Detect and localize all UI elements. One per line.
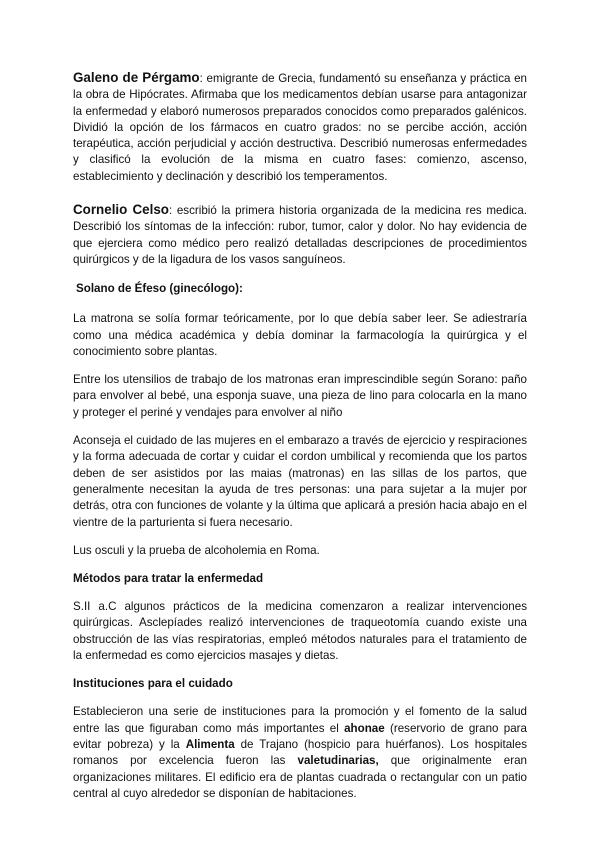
galeno-paragraph — [73, 70, 527, 185]
celso-name: Cornelio Celso — [73, 202, 169, 218]
metodos-paragraph: S.II a.C algunos prácticos de la medicina comenzaron a realizar intervenciones quirúrgicas. Asclepíades realizó intervenciones de traqueotomía cuando existe una obstrucción de las vías respiratorias, empleó métodos naturales para el tratamiento de la enfermedad es como ejercicios masajes y dietas. — [73, 600, 527, 663]
solano-paragraph-4: Lus osculi y la prueba de alcoholemia en Roma. — [73, 543, 320, 557]
instituciones-paragraph — [73, 704, 527, 802]
galeno-name: Galeno de Pérgamo — [73, 70, 200, 85]
instituciones-text-4: que originalmente eran organizaciones militares. El edificio era de plantas cuadrada o rectangular con un patio central al cuyo alrededor se disponían de habitaciones. — [73, 754, 527, 800]
document-page — [73, 70, 527, 802]
instituciones-heading: Instituciones para el cuidado — [73, 677, 233, 691]
solano-paragraph-2: Entre los utensilios de trabajo de los matronas eran imprescindible según Sorano: paño para envolver al bebé, una esponja suave, una pieza de lino para colocarla en la mano y proteger el periné y vendajes para envolver al niño — [73, 373, 527, 419]
alimenta-term: Alimenta — [185, 737, 235, 751]
solano-paragraph-1: La matrona se solía formar teóricamente, por lo que debía saber leer. Se adiestraría como una médica académica y debía dominar la farmacología la quirúrgica y el conocimiento sobre plantas. — [73, 312, 527, 358]
instituciones-text-3: de Trajano (hospicio para huérfanos). Los hospitales romanos por excelencia fueron las — [73, 737, 527, 768]
instituciones-text-1: Establecieron una serie de instituciones para la promoción y el fomento de la salud entre las que figuraban como más importantes el — [73, 705, 527, 735]
metodos-heading: Métodos para tratar la enfermedad — [73, 572, 264, 586]
instituciones-text-2: (reservorio de grano para evitar pobreza) y la — [73, 721, 527, 751]
solano-paragraph-3: Aconseja el cuidado de las mujeres en el embarazo a través de ejercicio y respiraciones y la forma adecuada de cortar y cuidar el cordon umbilical y recomienda que los partos deben de ser asistidos por las maias (matronas) en las sillas de los partos, que generalmente necesitan la ayuda de tres personas: una para sujetar a la mujer por detrás, otra con funciones de volante y la última que aplicará a presión hacia abajo en el vientre de la parturienta si fuera necesario. — [73, 434, 527, 529]
galeno-text: : emigrante de Grecia, fundamentó su enseñanza y práctica en la obra de Hipócrates. Afirmaba que los medicamentos debían usarse para antagonizar la enfermedad y elaboró numerosos preparados conocidos como preparados galénicos. Dividió la opción de los fármacos en cuatro grados: no se percibe acción, acción terapéutica, acción perjudicial y acción destructiva. Describió numerosas enfermedades y clasificó la evolución de la misma en cuatro fases: comienzo, ascenso, establecimiento y declinación y describió los temperamentos. — [73, 72, 527, 183]
celso-paragraph — [73, 202, 527, 268]
valetudinarias-term: valetudinarias, — [297, 754, 379, 768]
celso-text: : escribió la primera historia organizada de la medicina res medica. Describió los síntomas de la infección: rubor, tumor, calor y dolor. No hay evidencia de que ejerciera como médico pero realizó detalladas descripciones de procedimientos quirúrgicos y de la ligadura de los vasos sanguíneos. — [73, 204, 527, 266]
solano-heading: Solano de Éfeso (ginecólogo): — [76, 282, 243, 296]
ahonae-term: ahonae — [344, 721, 385, 735]
